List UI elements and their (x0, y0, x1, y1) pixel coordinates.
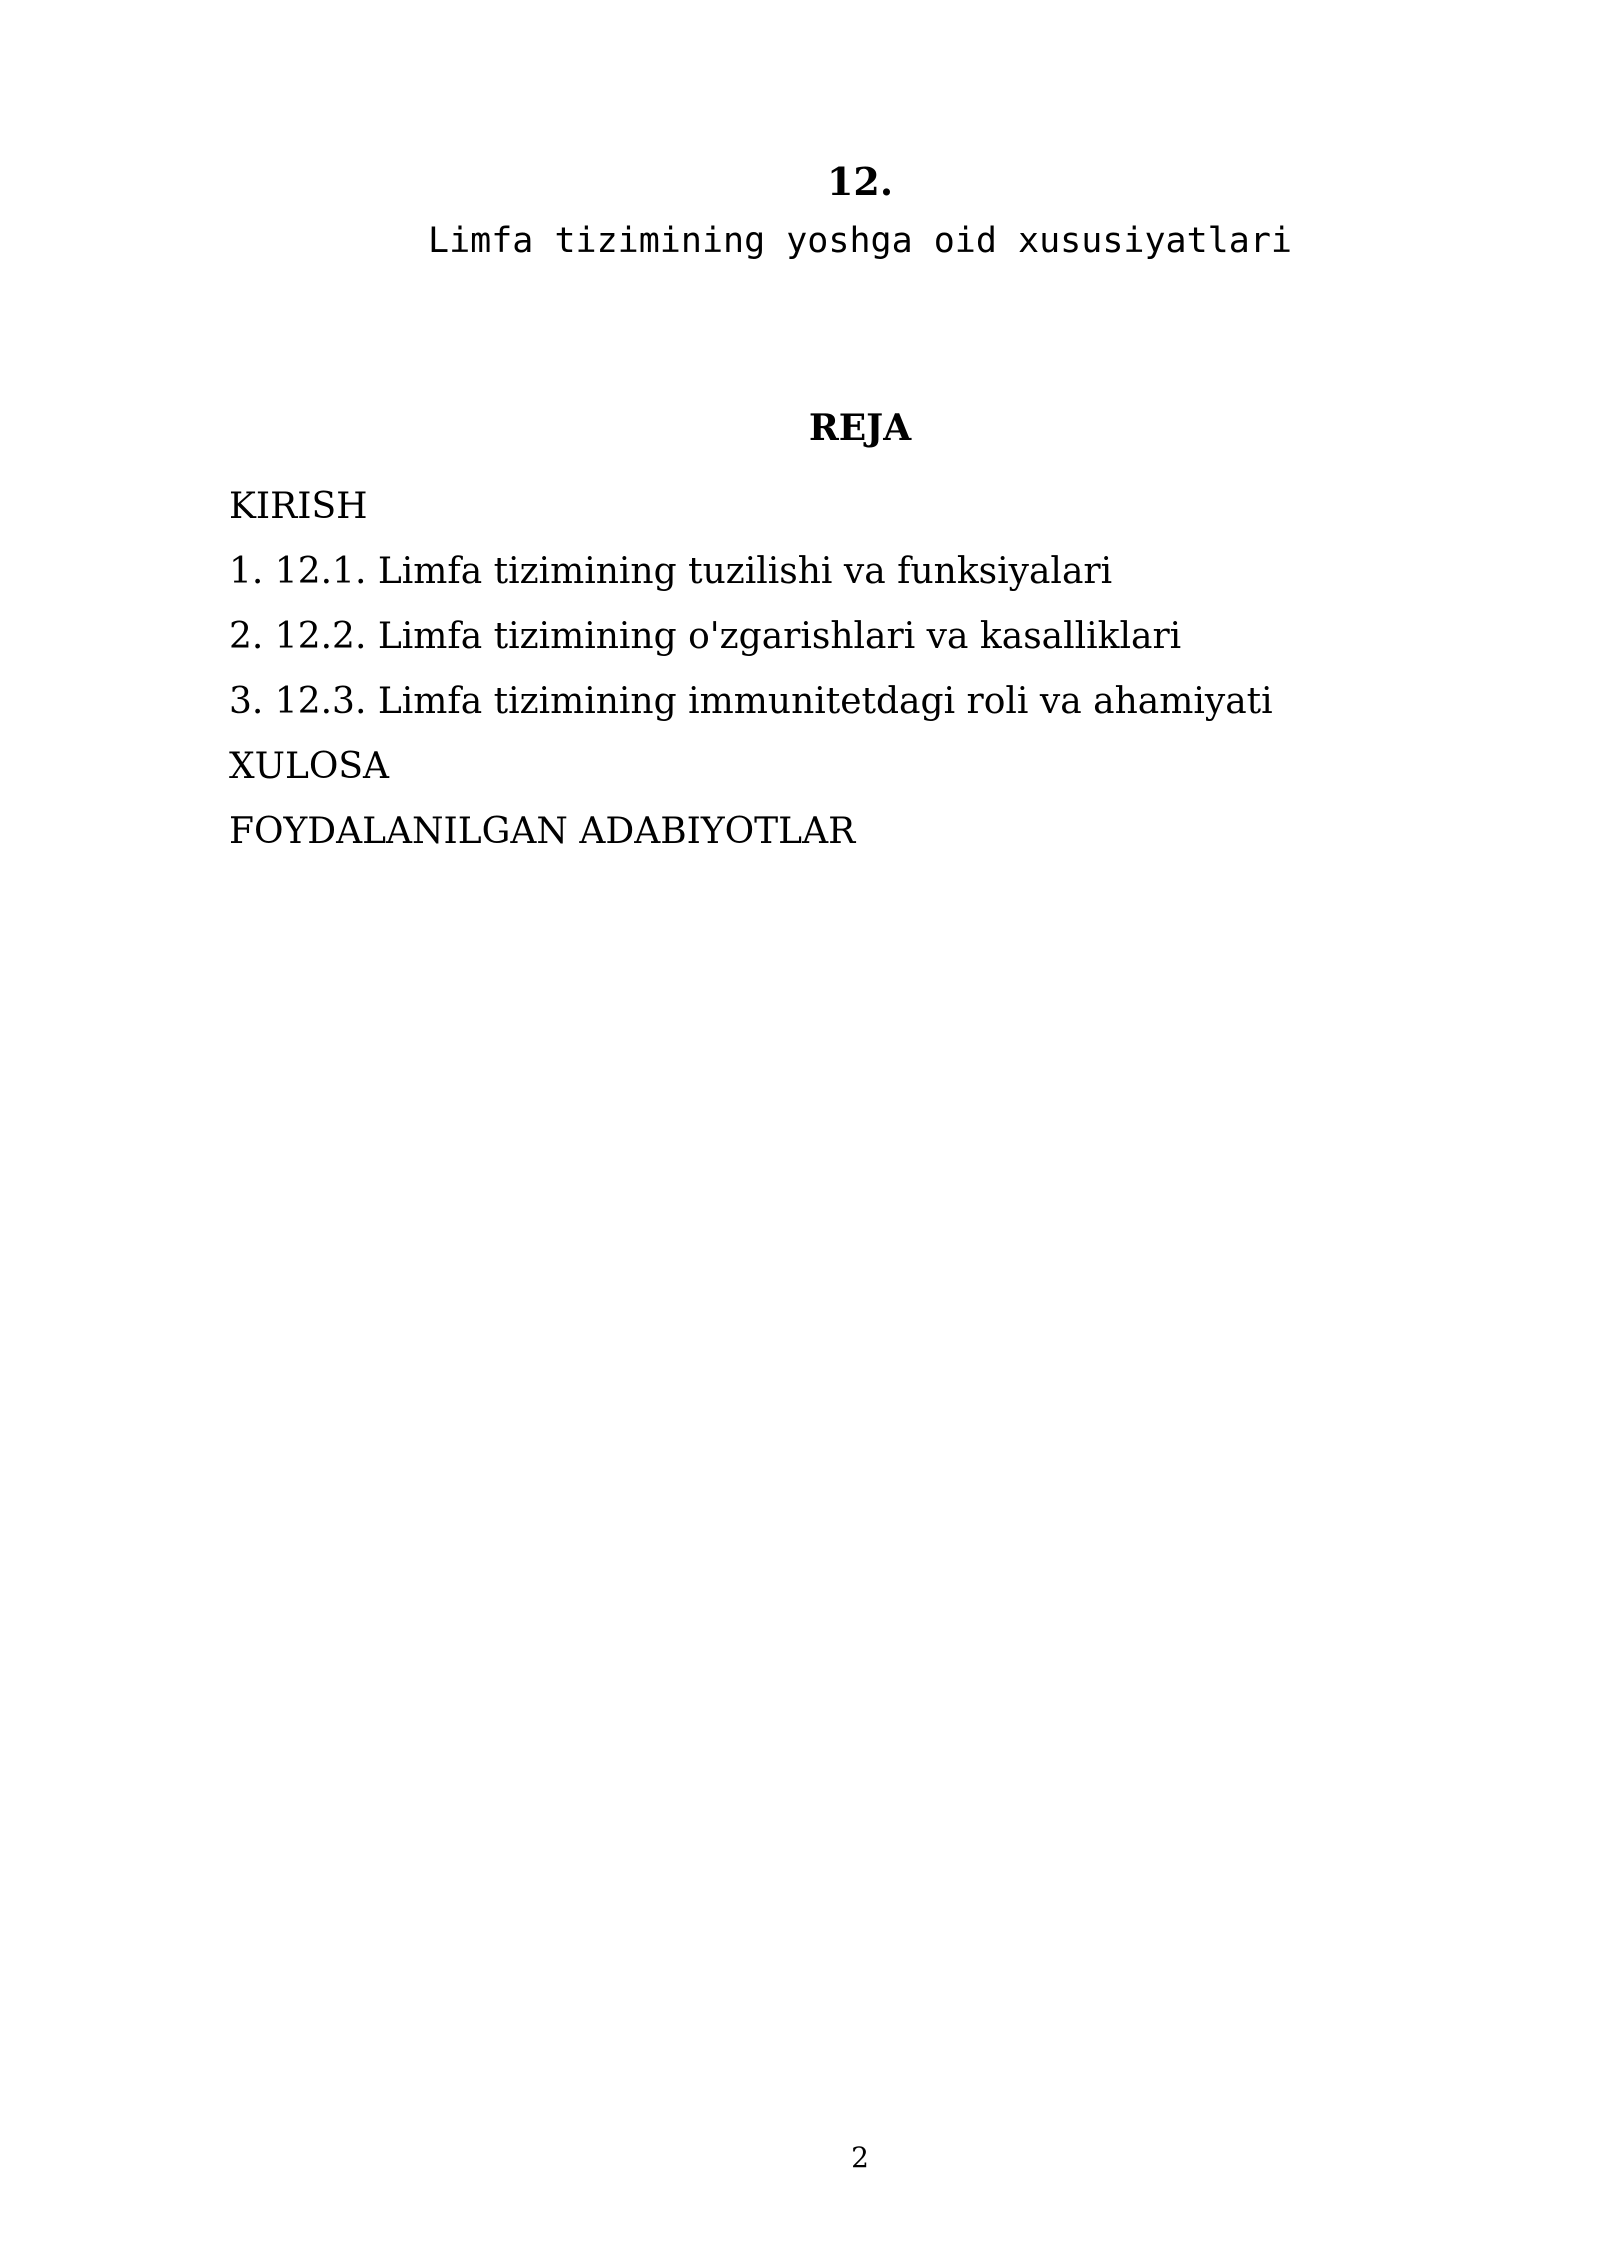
page-number: 2 (851, 2141, 869, 2174)
plan-item-section-1: 1. 12.1. Limfa tizimining tuzilishi va funksiyalari (229, 551, 1113, 592)
plan-item-introduction: KIRISH (229, 486, 368, 527)
plan-item-references: FOYDALANILGAN ADABIYOTLAR (229, 811, 856, 852)
plan-list (229, 474, 1273, 864)
chapter-number: 12. (826, 159, 894, 204)
plan-item-section-2: 2. 12.2. Limfa tizimining o'zgarishlari va kasalliklari (229, 616, 1182, 657)
plan-item-conclusion: XULOSA (229, 746, 390, 787)
chapter-title: Limfa tizimining yoshga oid xususiyatlari (428, 221, 1292, 261)
plan-heading: REJA (808, 407, 912, 449)
plan-item-section-3: 3. 12.3. Limfa tizimining immunitetdagi roli va ahamiyati (229, 681, 1273, 722)
